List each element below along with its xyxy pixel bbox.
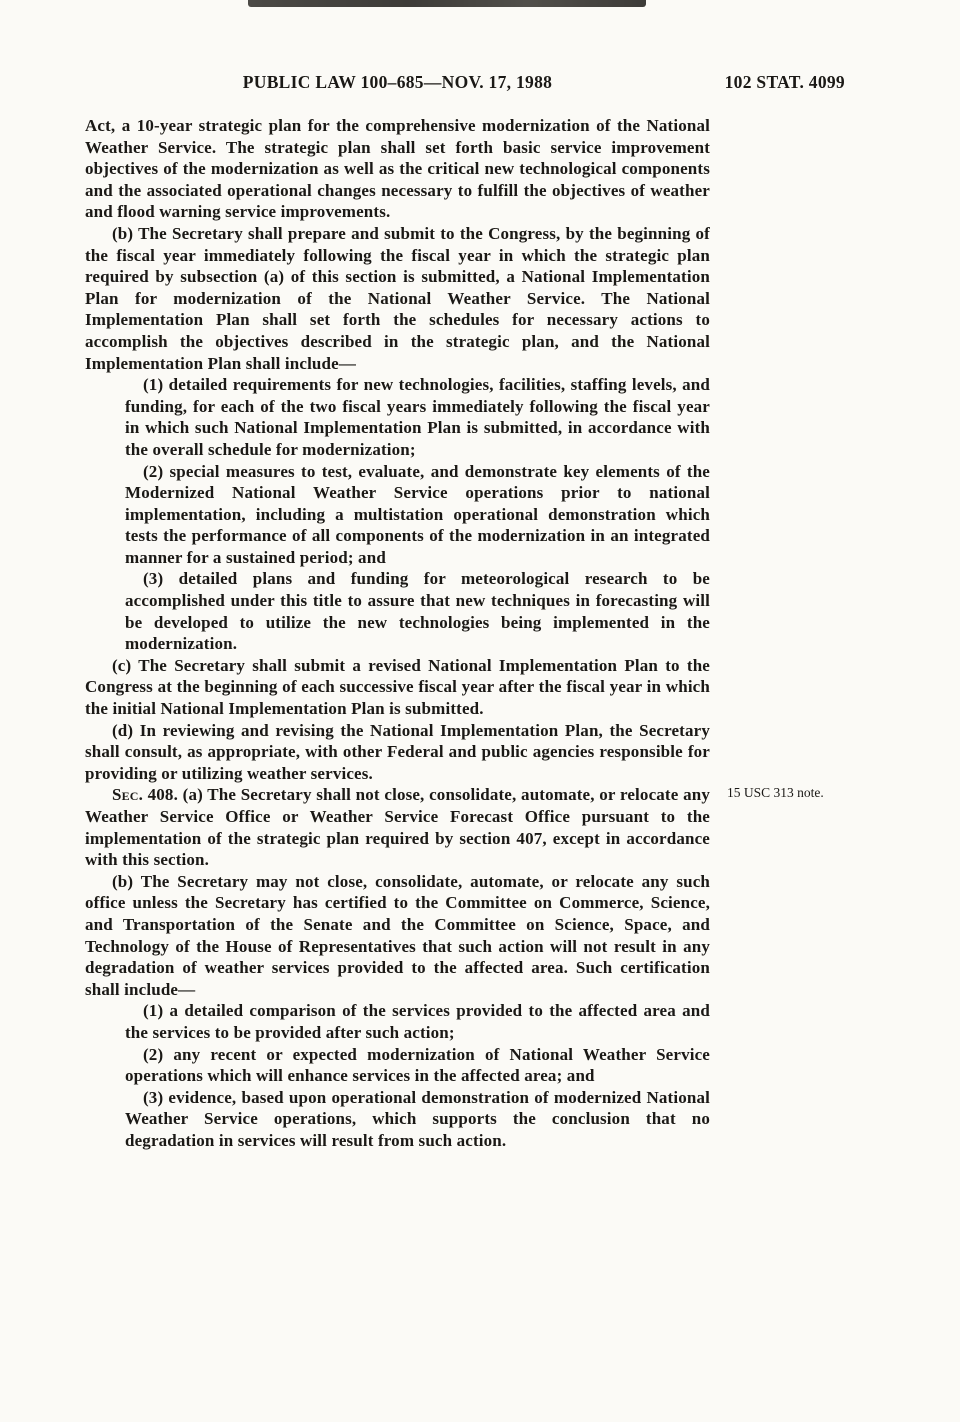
statute-text — [85, 115, 824, 1152]
subparagraph-408-b-2: (2) any recent or expected modernization of National Weather Service operations which will enhance services in the affected area; and — [125, 1044, 710, 1086]
subparagraph-407-b-2: (2) special measures to test, evaluate, and demonstrate key elements of the Modernized National Weather Service operations prior to national implementation, including a multistation operational demonstration which tests the performance of all components of the modernization in an integrated manner for a sustained period; and — [125, 461, 710, 567]
section-408-text: (a) The Secretary shall not close, consolidate, automate, or relocate any Weather Service Office or Weather Service Forecast Office pursuant to the implementation of the strategic plan required by section 407, except in accordance with this section. — [85, 785, 710, 870]
paragraph-408-b: (b) The Secretary may not close, consolidate, automate, or relocate any such office unless the Secretary has certified to the Committee on Commerce, Science, and Transportation of the Senate and the Committee on Science, Space, and Technology of the House of Representatives that such action will not result in any degradation of weather services provided to the affected area. Such certification shall include— — [85, 871, 710, 999]
paragraph-407-d: (d) In reviewing and revising the National Implementation Plan, the Secretary shall consult, as appropriate, with other Federal and public agencies responsible for providing or utilizing weather services. — [85, 720, 710, 783]
scan-artifact — [248, 0, 646, 7]
paragraph-sec-408-a — [85, 784, 824, 870]
paragraph-407-b: (b) The Secretary shall prepare and submit to the Congress, by the beginning of the fiscal year immediately following the fiscal year in which the strategic plan required by subsection (a) of this section is submitted, a National Implementation Plan for modernization of the National Weather Service. The National Implementation Plan shall set forth the schedules for necessary actions to accomplish the objectives described in the strategic plan, and the National Implementation Plan shall include— — [85, 223, 710, 373]
law-title: PUBLIC LAW 100–685—NOV. 17, 1988 — [242, 72, 553, 92]
subparagraph-408-b-1: (1) a detailed comparison of the services provided to the affected area and the services to be provided after such action; — [125, 1001, 710, 1042]
paragraph-continuation: Act, a 10-year strategic plan for the comprehensive modernization of the National Weather Service. The strategic plan shall set forth basic service improvement objectives of the modernization as well as the critical new technological components and the associated operational changes necessary to fulfill the objectives of weather and flood warning service improvements. — [85, 116, 710, 222]
paragraph-407-c: (c) The Secretary shall submit a revised National Implementation Plan to the Congress at the beginning of each successive fiscal year after the fiscal year in which the initial National Implementation Plan is submitted. — [85, 655, 710, 719]
section-408-label: Sec. 408. — [112, 785, 178, 805]
stat-page-number: 102 STAT. 4099 — [724, 72, 845, 92]
subparagraph-407-b-3: (3) detailed plans and funding for meteorological research to be accomplished under this title to assure that new techniques in forecasting will be developed to utilize the new technologies being implemented in the modernization. — [125, 569, 710, 654]
subparagraph-407-b-1: (1) detailed requirements for new technologies, facilities, staffing levels, and funding, for each of the two fiscal years immediately following the fiscal year in which such National Implementation Plan is submitted, in accordance with the overall schedule for modernization; — [125, 375, 710, 459]
margin-note-usc: 15 USC 313 note. — [727, 785, 824, 801]
subparagraph-408-b-3: (3) evidence, based upon operational demonstration of modernized National Weather Service operations, which supports the conclusion that no degradation in services will result from such action. — [125, 1087, 710, 1150]
page-header — [85, 72, 845, 96]
